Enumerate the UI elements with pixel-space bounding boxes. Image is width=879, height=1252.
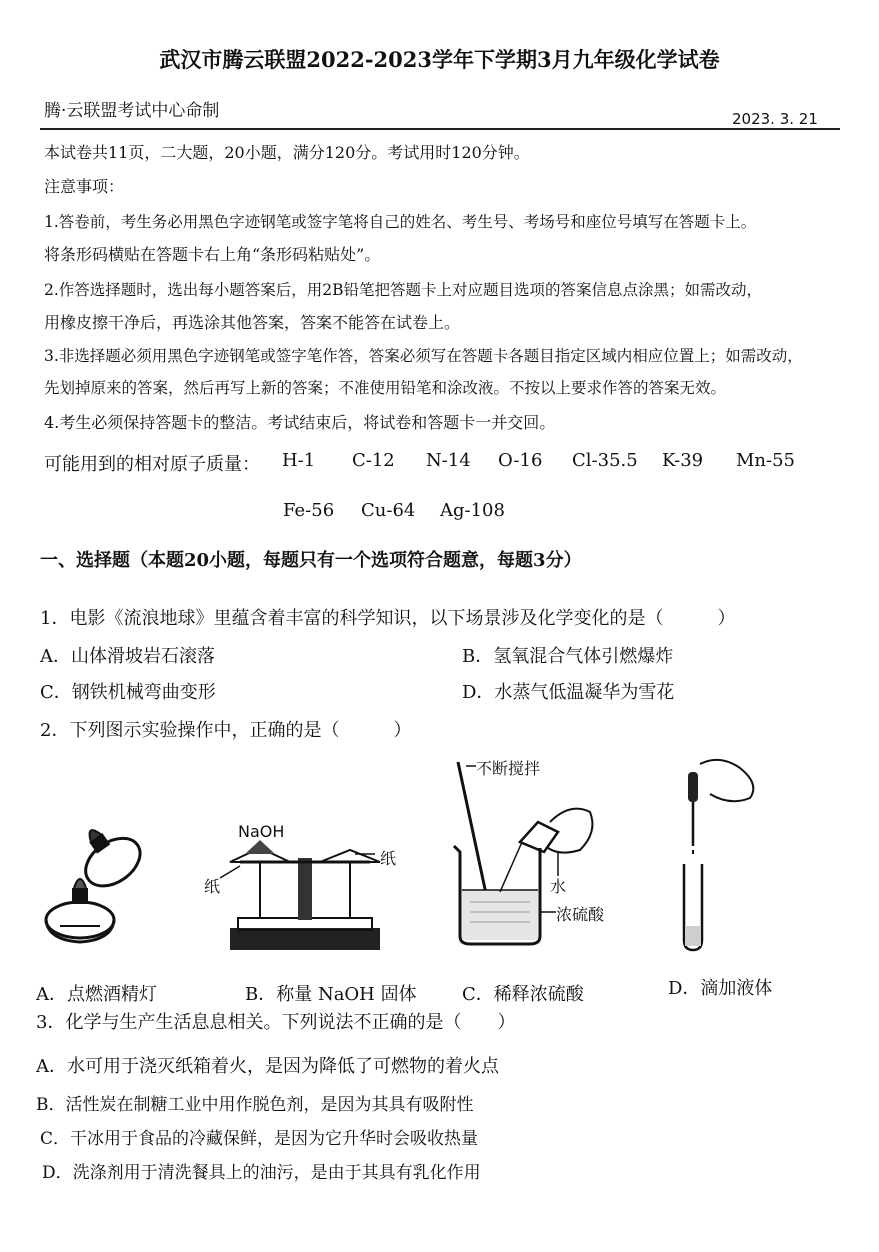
exam-date: 2023. 3. 21 (732, 110, 818, 128)
notice-title: 注意事项： (44, 177, 125, 196)
notice-2a: 2.作答选择题时，选出每小题答案后，用2B铅笔把答题卡上对应题目选项的答案信息点涂黑；如需改动， (44, 281, 763, 299)
page-title: 武汉市腾云联盟2022-2023学年下学期3月九年级化学试卷 (159, 47, 720, 72)
notice-1a: 1.答卷前，考生务必用黑色字迹钢笔或签字笔将自己的姓名、考生号、考场号和座位号填写在答题卡上。 (44, 213, 757, 231)
notice-3a: 3.非选择题必须用黑色字迹钢笔或签字笔作答，答案必须写在答题卡各题目指定区域内相应位置上；如需改动， (44, 347, 803, 365)
label-water: 水 (550, 877, 567, 896)
q3-option-a: A．水可用于浇灭纸箱着火，是因为降低了可燃物的着火点 (36, 1056, 499, 1077)
figure-alcohol-lamp (30, 808, 160, 948)
q1-option-b: B．氢氧混合气体引燃爆炸 (462, 646, 674, 667)
mass-h: H-1 (282, 450, 316, 471)
q3-option-c: C．干冰用于食品的冷藏保鲜，是因为它升华时会吸收热量 (40, 1129, 479, 1149)
q2-stem: 2．下列图示实验操作中，正确的是（ ） (40, 720, 412, 741)
figure-balance (200, 818, 410, 958)
mass-cl: Cl-35.5 (572, 450, 638, 471)
notice-2b: 用橡皮擦干净后，再选涂其他答案，答案不能答在试卷上。 (44, 313, 461, 332)
q2-option-a: A．点燃酒精灯 (36, 984, 157, 1005)
notice-4: 4.考生必须保持答题卡的整洁。考试结束后，将试卷和答题卡一并交回。 (44, 413, 556, 432)
q1-option-c: C．钢铁机械弯曲变形 (40, 682, 216, 703)
label-stir: 不断搅拌 (476, 759, 541, 778)
q2-option-b: B．称量 NaOH 固体 (245, 984, 417, 1005)
header-divider (40, 128, 840, 130)
exam-summary: 本试卷共11页，二大题，20小题，满分120分。考试用时120分钟。 (44, 143, 530, 162)
label-paper-right: 纸 (380, 849, 397, 868)
mass-mn: Mn-55 (736, 450, 796, 471)
mass-k: K-39 (662, 450, 704, 471)
mass-n: N-14 (426, 450, 471, 471)
q1-stem: 1．电影《流浪地球》里蕴含着丰富的科学知识，以下场景涉及化学变化的是（ ） (40, 608, 736, 629)
notice-1b: 将条形码横贴在答题卡右上角“条形码粘贴处”。 (44, 245, 381, 264)
masses-label: 可能用到的相对原子质量： (44, 454, 260, 475)
q3-stem: 3．化学与生产生活息息相关。下列说法不正确的是（ ） (36, 1012, 516, 1033)
mass-cu: Cu-64 (361, 500, 416, 521)
mass-ag: Ag-108 (440, 500, 505, 521)
q2-option-d: D．滴加液体 (668, 978, 773, 999)
q3-option-d: D．洗涤剂用于清洗餐具上的油污，是由于其具有乳化作用 (42, 1163, 481, 1183)
mass-fe: Fe-56 (283, 500, 335, 521)
q1-option-a: A．山体滑坡岩石滚落 (40, 646, 215, 667)
label-naoh: NaOH (238, 822, 285, 841)
figure-dropper (670, 754, 780, 954)
q2-option-c: C．稀释浓硫酸 (462, 984, 584, 1005)
mass-c: C-12 (352, 450, 395, 471)
q3-option-b: B．活性炭在制糖工业中用作脱色剂，是因为其具有吸附性 (36, 1095, 474, 1115)
issuer: 腾·云联盟考试中心命制 (44, 101, 220, 121)
label-acid: 浓硫酸 (556, 905, 605, 924)
label-paper-left: 纸 (204, 877, 221, 896)
section-heading: 一、选择题（本题20小题，每题只有一个选项符合题意，每题3分） (40, 550, 582, 571)
notice-3b: 先划掉原来的答案，然后再写上新的答案；不准使用铅笔和涂改液。不按以上要求作答的答案无效。 (44, 379, 727, 397)
mass-o: O-16 (498, 450, 543, 471)
q1-option-d: D．水蒸气低温凝华为雪花 (462, 682, 675, 703)
